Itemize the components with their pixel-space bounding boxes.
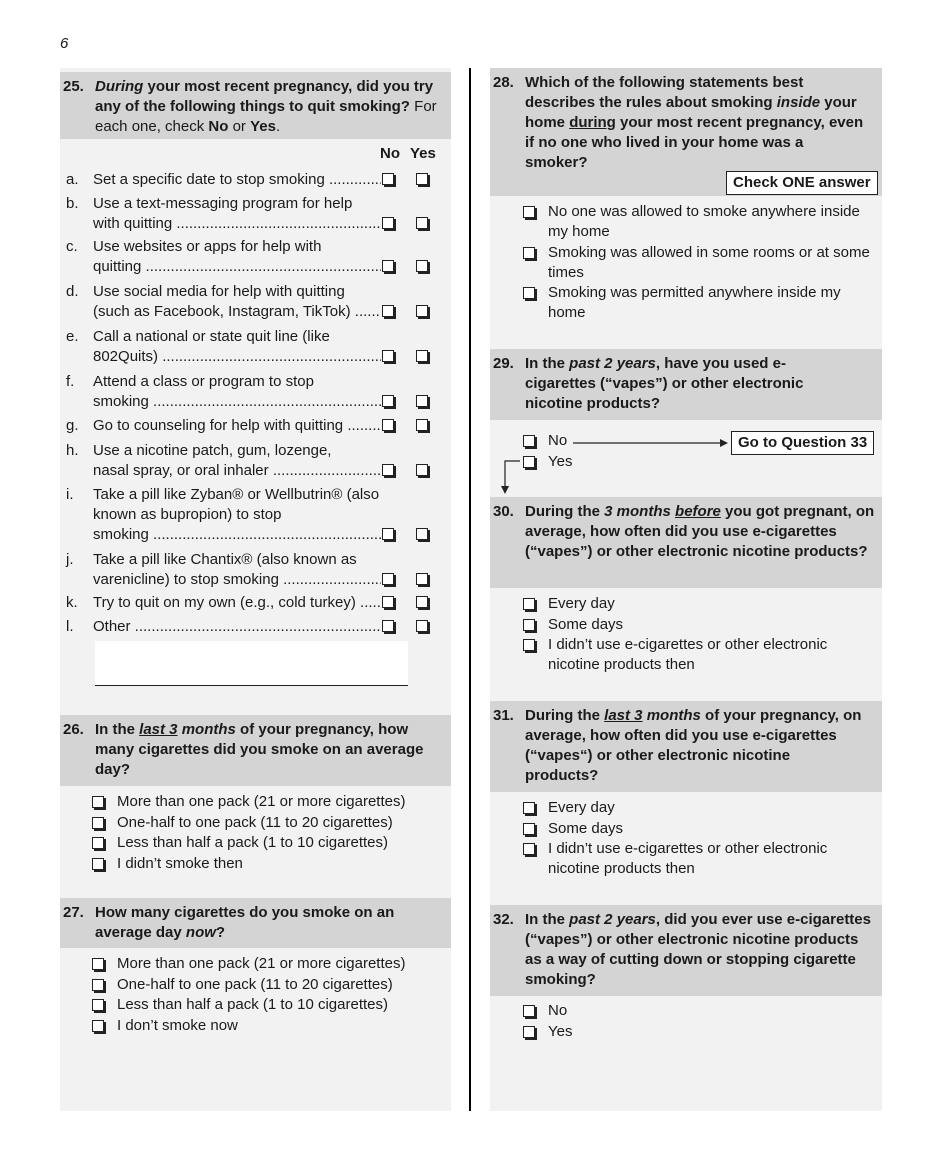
answer-option[interactable]	[92, 833, 442, 853]
answer-option[interactable]	[523, 202, 878, 242]
checkbox[interactable]	[523, 206, 535, 218]
question-text-run: past 2 years	[569, 911, 656, 928]
item-letter: e.	[66, 328, 79, 345]
checkbox[interactable]	[523, 823, 535, 835]
checkbox[interactable]	[523, 619, 535, 631]
item-text-line: with quitting .....	[93, 214, 381, 234]
item-letter: h.	[66, 442, 79, 459]
checkbox[interactable]	[523, 435, 535, 447]
option-label: I don’t smoke now	[117, 1016, 238, 1034]
question-text-run: , did you ever use e-cigarettes (“vapes”) or other electronic nicotine products as a way of cutting down or stopping cigarette smoking?	[525, 911, 871, 988]
item-text	[93, 237, 381, 277]
question-number: 29.	[493, 355, 514, 372]
checkbox-no[interactable]	[382, 350, 394, 362]
item-text	[93, 282, 381, 322]
option-label: I didn’t use e-cigarettes or other electronic nicotine products then	[548, 840, 828, 877]
skip-arrow-head	[720, 439, 728, 447]
answer-option[interactable]	[523, 839, 868, 879]
item-letter: j.	[66, 551, 74, 568]
checkbox-no[interactable]	[382, 528, 394, 540]
question-text-run: of your pregnancy, how many cigarettes did you smoke on an average day?	[95, 721, 424, 778]
go-to-question-33-label: Go to Question 33	[731, 431, 874, 455]
answer-option[interactable]	[92, 1016, 442, 1036]
question-text-run: last 3	[139, 721, 178, 738]
question-text	[95, 903, 443, 943]
item-text	[93, 441, 381, 481]
option-label: Yes	[548, 452, 573, 470]
option-label: Some days	[548, 819, 624, 837]
question-text	[95, 720, 443, 780]
item-letter: g.	[66, 417, 79, 434]
answer-option[interactable]	[523, 1022, 603, 1042]
checkbox-yes[interactable]	[416, 596, 428, 608]
answer-option[interactable]	[523, 819, 868, 839]
question-number: 27.	[63, 904, 84, 921]
checkbox[interactable]	[92, 796, 104, 808]
question-26-header	[60, 715, 451, 786]
question-text-run: In the	[525, 355, 570, 372]
question-text-run: How many cigarettes do you smoke on an average day	[95, 904, 395, 941]
item-text-line: Set a specific date to stop smoking .....	[93, 170, 381, 190]
checkbox[interactable]	[92, 979, 104, 991]
question-text-run: or	[228, 118, 251, 135]
checkbox-no[interactable]	[382, 260, 394, 272]
item-text-line: Try to quit on my own (e.g., cold turkey) .....	[93, 593, 381, 613]
answer-option[interactable]	[92, 975, 442, 995]
checkbox-no[interactable]	[382, 596, 394, 608]
item-letter: b.	[66, 195, 79, 212]
question-text	[95, 77, 443, 137]
answer-option[interactable]	[523, 615, 868, 635]
item-text	[93, 327, 381, 367]
question-32-header	[490, 905, 882, 996]
answer-option[interactable]	[523, 798, 868, 818]
option-label: Less than half a pack (1 to 10 cigarettes)	[117, 834, 388, 851]
item-text-line: Use a text-messaging program for help	[93, 195, 353, 212]
question-text-run: During	[95, 78, 144, 95]
question-30-header	[490, 497, 882, 588]
question-text-run: months	[642, 707, 701, 724]
item-letter: c.	[66, 238, 78, 255]
checkbox-no[interactable]	[382, 573, 394, 585]
checkbox[interactable]	[523, 247, 535, 259]
checkbox-yes[interactable]	[416, 350, 428, 362]
question-text-run: Which of the following statements best describes the rules about smoking	[525, 74, 804, 111]
item-text-line: nasal spray, or oral inhaler .....	[93, 461, 381, 481]
question-text-run: of your pregnancy, on average, how often did you use e-cigarettes (“vapes“) or other electronic nicotine products?	[525, 707, 862, 784]
question-number: 30.	[493, 503, 514, 520]
answer-option[interactable]	[92, 854, 442, 874]
checkbox-no[interactable]	[382, 620, 394, 632]
question-text-run: ?	[215, 924, 226, 941]
question-text-run: your home	[525, 94, 857, 131]
page-number: 6	[60, 35, 69, 52]
question-text	[525, 502, 875, 562]
item-letter: l.	[66, 618, 74, 635]
item-text-line: smoking .....	[93, 525, 381, 545]
checkbox[interactable]	[92, 858, 104, 870]
question-27-header	[60, 898, 451, 948]
item-text-line: Take a pill like Zyban® or Wellbutrin® (also known as bupropion) to stop	[93, 486, 380, 523]
question-text-run: your most recent pregnancy, even if no one who lived in your home was a smoker?	[525, 114, 864, 171]
checkbox-no[interactable]	[382, 395, 394, 407]
item-text-line: (such as Facebook, Instagram, TikTok) .....	[93, 302, 381, 322]
check-one-answer-label: Check ONE answer	[726, 171, 878, 195]
answer-option[interactable]	[92, 813, 442, 833]
checkbox[interactable]	[92, 837, 104, 849]
answer-option[interactable]	[523, 243, 878, 283]
item-text	[93, 485, 381, 545]
question-text-run: In the	[95, 721, 140, 738]
question-text-run: your most recent pregnancy, did you try any of the following things to quit smoking?	[95, 78, 434, 115]
column-header-no: No	[380, 145, 400, 162]
answer-option[interactable]	[523, 1001, 603, 1021]
checkbox[interactable]	[523, 287, 535, 299]
question-text-run: .	[275, 118, 281, 135]
item-text-line: Call a national or state quit line (like	[93, 328, 330, 345]
question-text-run: For each one, check	[95, 98, 437, 135]
question-text-run: you got pregnant, on average, how often did you use e-cigarettes (“vapes”) or other electronic nicotine products?	[525, 503, 875, 560]
item-text	[93, 416, 381, 436]
checkbox-yes[interactable]	[416, 419, 428, 431]
column-header-yes: Yes	[410, 145, 436, 162]
checkbox-yes[interactable]	[416, 620, 428, 632]
option-label: One-half to one pack (11 to 20 cigarettes)	[117, 975, 393, 993]
option-label: Every day	[548, 595, 615, 612]
question-text	[525, 73, 865, 173]
answer-option[interactable]	[523, 283, 878, 323]
option-label: I didn’t use e-cigarettes or other electronic nicotine products then	[548, 636, 828, 673]
question-text-run: during	[569, 114, 616, 131]
question-text-run: inside	[776, 94, 821, 111]
question-text-run: 3 months	[604, 503, 671, 520]
item-text	[93, 170, 381, 190]
question-text-run: months	[177, 721, 236, 738]
option-label: One-half to one pack (11 to 20 cigarettes)	[117, 813, 393, 831]
checkbox[interactable]	[523, 598, 535, 610]
item-text-line: Go to counseling for help with quitting .....	[93, 416, 381, 436]
option-label: Less than half a pack (1 to 10 cigarettes)	[117, 996, 388, 1013]
checkbox[interactable]	[523, 639, 535, 651]
item-text-line: smoking .....	[93, 392, 381, 412]
question-number: 32.	[493, 911, 514, 928]
item-letter: f.	[66, 373, 75, 390]
option-label: More than one pack (21 or more cigarettes)	[117, 955, 406, 972]
checkbox[interactable]	[523, 843, 535, 855]
checkbox-yes[interactable]	[416, 305, 428, 317]
checkbox-no[interactable]	[382, 464, 394, 476]
option-label: I didn’t smoke then	[117, 854, 243, 872]
option-label: Every day	[548, 799, 615, 816]
question-number: 31.	[493, 707, 514, 724]
question-text-run: Yes	[250, 118, 276, 135]
option-label: No one was allowed to smoke anywhere inside my home	[548, 203, 860, 240]
checkbox-yes[interactable]	[416, 395, 428, 407]
answer-option[interactable]	[92, 995, 442, 1015]
continue-arrow-head	[501, 486, 509, 494]
checkbox-no[interactable]	[382, 173, 394, 185]
answer-option[interactable]	[523, 452, 603, 472]
item-text	[93, 617, 381, 637]
item-text-line: Attend a class or program to stop	[93, 373, 314, 390]
option-label: No	[548, 432, 568, 449]
checkbox-no[interactable]	[382, 217, 394, 229]
checkbox[interactable]	[523, 802, 535, 814]
question-number: 25.	[63, 78, 84, 95]
question-text-run: No	[208, 118, 229, 135]
question-text	[525, 354, 850, 414]
question-text	[525, 706, 865, 786]
checkbox-yes[interactable]	[416, 573, 428, 585]
question-29-header	[490, 349, 882, 420]
option-label: No	[548, 1002, 568, 1019]
question-number: 28.	[493, 74, 514, 91]
item-text-line: Use a nicotine patch, gum, lozenge,	[93, 442, 332, 459]
checkbox[interactable]	[92, 999, 104, 1011]
answer-option[interactable]	[92, 954, 442, 974]
item-text-line: Use social media for help with quitting	[93, 283, 345, 300]
answer-option[interactable]	[523, 635, 868, 675]
answer-option[interactable]	[523, 431, 603, 451]
question-text	[525, 910, 877, 990]
item-text-line: Use websites or apps for help with	[93, 238, 322, 255]
question-text-run: past 2 years	[569, 355, 656, 372]
item-letter: a.	[66, 171, 79, 188]
question-text-run: During the	[525, 503, 605, 520]
question-text-run: last 3	[604, 707, 643, 724]
question-text-run: During the	[525, 707, 605, 724]
item-text-line: Take a pill like Chantix® (also known as	[93, 551, 357, 568]
checkbox-no[interactable]	[382, 419, 394, 431]
question-25-header	[60, 72, 451, 139]
option-label: Smoking was allowed in some rooms or at some times	[548, 243, 870, 281]
item-text-line: varenicline) to stop smoking .....	[93, 570, 381, 590]
checkbox-yes[interactable]	[416, 217, 428, 229]
checkbox-yes[interactable]	[416, 173, 428, 185]
checkbox-yes[interactable]	[416, 260, 428, 272]
checkbox[interactable]	[523, 456, 535, 468]
item-text-line: Other .....	[93, 617, 381, 637]
question-text-run: , have you used e-cigarettes (“vapes”) or other electronic nicotine products?	[525, 355, 804, 412]
question-text-run: before	[675, 503, 721, 520]
checkbox[interactable]	[523, 1026, 535, 1038]
option-label: Smoking was permitted anywhere inside my home	[548, 284, 841, 321]
item-letter: i.	[66, 486, 74, 503]
option-label: Yes	[548, 1022, 573, 1040]
item-letter: k.	[66, 594, 78, 611]
question-31-header	[490, 701, 882, 792]
item-text	[93, 593, 381, 613]
answer-option[interactable]	[523, 594, 868, 614]
checkbox[interactable]	[92, 958, 104, 970]
option-label: More than one pack (21 or more cigarettes)	[117, 793, 406, 810]
continue-arrow-line	[505, 461, 520, 488]
other-write-in-field[interactable]	[95, 641, 408, 686]
item-text-line: 802Quits) .....	[93, 347, 381, 367]
checkbox[interactable]	[92, 1020, 104, 1032]
item-text-line: quitting .....	[93, 257, 381, 277]
checkbox-yes[interactable]	[416, 528, 428, 540]
item-text	[93, 372, 381, 412]
checkbox-no[interactable]	[382, 305, 394, 317]
checkbox[interactable]	[92, 817, 104, 829]
item-letter: d.	[66, 283, 79, 300]
option-label: Some days	[548, 615, 624, 633]
checkbox[interactable]	[523, 1005, 535, 1017]
question-text-run: now	[185, 924, 216, 941]
question-text-run: In the	[525, 911, 570, 928]
checkbox-yes[interactable]	[416, 464, 428, 476]
answer-option[interactable]	[92, 792, 442, 812]
item-text	[93, 194, 381, 234]
item-text	[93, 550, 381, 590]
question-number: 26.	[63, 721, 84, 738]
column-divider	[469, 68, 471, 1111]
